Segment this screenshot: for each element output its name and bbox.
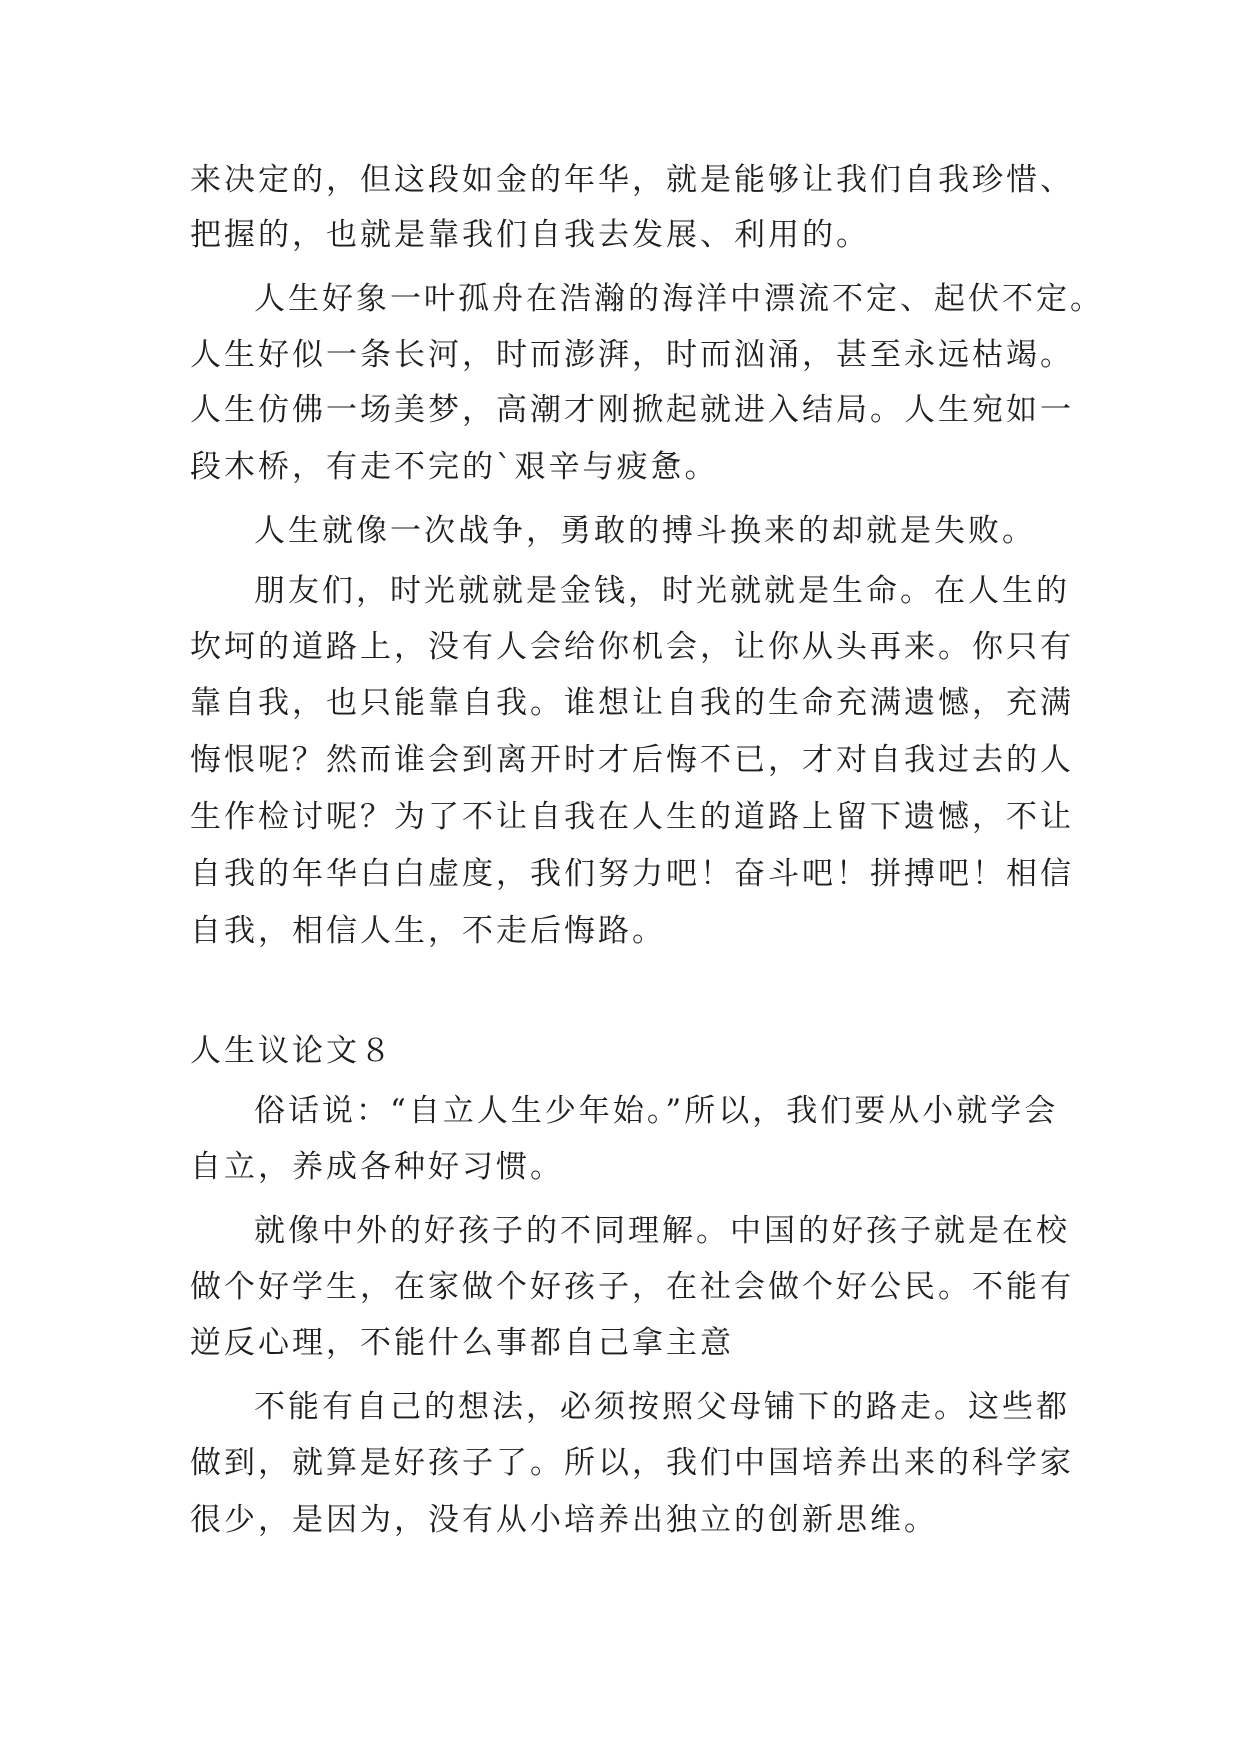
text-line: 靠自我，也只能靠自我。谁想让自我的生命充满遗憾，充满 <box>190 685 1074 721</box>
paragraph-start: 朋友们，时光就就是金钱，时光就就是生命。在人生的 <box>254 573 1070 609</box>
paragraph-start: 人生就像一次战争，勇敢的搏斗换来的却就是失败。 <box>254 513 1036 549</box>
paragraph-start: 人生好象一叶孤舟在浩瀚的海洋中漂流不定、起伏不定。 <box>254 281 1104 317</box>
paragraph-start: 不能有自己的想法，必须按照父母铺下的路走。这些都 <box>254 1389 1070 1425</box>
text-line: 做到，就算是好孩子了。所以，我们中国培养出来的科学家 <box>190 1445 1074 1481</box>
text-line: 段木桥，有走不完的`艰辛与疲惫。 <box>190 449 719 485</box>
text-line: 自我，相信人生，不走后悔路。 <box>190 913 666 949</box>
text-line: 把握的，也就是靠我们自我去发展、利用的。 <box>190 217 870 253</box>
text-line: 逆反心理，不能什么事都自己拿主意 <box>190 1325 734 1361</box>
text-line: 人生好似一条长河，时而澎湃，时而汹涌，甚至永远枯竭。 <box>190 337 1074 373</box>
text-line: 很少，是因为，没有从小培养出独立的创新思维。 <box>190 1502 938 1538</box>
text-line: 坎坷的道路上，没有人会给你机会，让你从头再来。你只有 <box>190 629 1074 665</box>
text-line: 悔恨呢？然而谁会到离开时才后悔不已，才对自我过去的人 <box>190 742 1074 778</box>
section-heading: 人生议论文８ <box>190 1033 394 1069</box>
text-line: 生作检讨呢？为了不让自我在人生的道路上留下遗憾，不让 <box>190 799 1074 835</box>
text-line: 自我的年华白白虚度，我们努力吧！奋斗吧！拼搏吧！相信 <box>190 856 1074 892</box>
text-line: 做个好学生，在家做个好孩子，在社会做个好公民。不能有 <box>190 1269 1074 1305</box>
paragraph-start: 就像中外的好孩子的不同理解。中国的好孩子就是在校 <box>254 1213 1070 1249</box>
text-line: 人生仿佛一场美梦，高潮才刚掀起就进入结局。人生宛如一 <box>190 392 1074 428</box>
paragraph-start: 俗话说：“自立人生少年始。”所以，我们要从小就学会 <box>254 1093 1059 1129</box>
text-line: 自立，养成各种好习惯。 <box>190 1149 564 1185</box>
text-line: 来决定的，但这段如金的年华，就是能够让我们自我珍惜、 <box>190 162 1074 198</box>
